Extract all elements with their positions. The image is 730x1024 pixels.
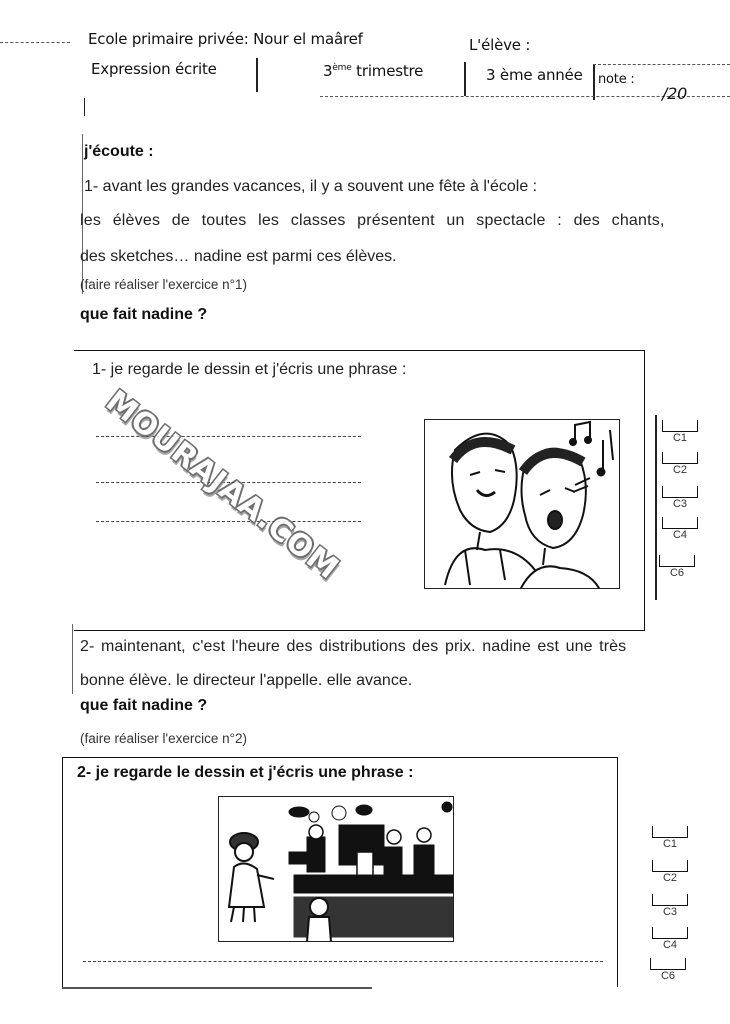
criterion-bracket: [659, 555, 695, 567]
criterion-bracket: [662, 420, 698, 432]
header-divider: [256, 58, 258, 92]
criterion-bracket: [652, 860, 688, 872]
criterion-bracket: [662, 452, 698, 464]
answer-line[interactable]: [83, 961, 603, 962]
note-label: note :: [598, 72, 635, 87]
criterion-label: C3: [672, 498, 688, 510]
criterion-checkbox[interactable]: [660, 452, 700, 476]
header-divider: [593, 64, 595, 100]
exercise-2-bottom-border: [62, 987, 372, 989]
trimester-suffix: ème: [332, 63, 352, 73]
trimester-number: 3: [323, 62, 333, 80]
header-divider: [593, 64, 730, 65]
exercise-prompt: 1- je regarde le dessin et j'écris une phrase :: [92, 361, 407, 378]
question-heading: que fait nadine ?: [80, 697, 208, 714]
criterion-label: C6: [669, 567, 685, 579]
criterion-label: C1: [672, 432, 688, 444]
illustration-prize-ceremony: [218, 796, 454, 942]
school-name: Ecole primaire privée: Nour el maâref: [88, 30, 363, 48]
criterion-bracket: [652, 927, 688, 939]
margin-line: [84, 98, 85, 116]
criterion-bracket: [662, 486, 698, 498]
answer-line[interactable]: [96, 521, 361, 522]
criterion-checkbox[interactable]: [650, 894, 690, 918]
criterion-label: C1: [662, 838, 678, 850]
criterion-bracket: [652, 894, 688, 906]
exercise-prompt: 2- je regarde le dessin et j'écris une phrase :: [77, 764, 414, 781]
criterion-label: C4: [672, 529, 688, 541]
criterion-label: C2: [662, 872, 678, 884]
criterion-checkbox[interactable]: [660, 517, 700, 541]
exercise-2-box: [62, 757, 618, 987]
criterion-checkbox[interactable]: [650, 860, 690, 884]
watermark: MOURAJAA.COM: [99, 383, 346, 587]
grade-label: 3 ème année: [486, 66, 583, 84]
header-divider: [0, 42, 70, 43]
margin-line: [72, 624, 73, 694]
criterion-label: C4: [662, 939, 678, 951]
criterion-bracket: [652, 826, 688, 838]
criterion-bracket: [650, 958, 686, 970]
prize-ceremony-drawing: [219, 797, 454, 942]
criterion-bracket: [662, 517, 698, 529]
criterion-checkbox[interactable]: [657, 555, 697, 579]
story-line: des sketches… nadine est parmi ces élèves.: [80, 248, 397, 265]
teacher-instruction: (faire réaliser l'exercice n°2): [80, 731, 248, 746]
criterion-checkbox[interactable]: [650, 826, 690, 850]
story-line: 1- avant les grandes vacances, il y a souvent une fête à l'école :: [84, 178, 538, 195]
criterion-checkbox[interactable]: [660, 420, 700, 444]
criterion-checkbox[interactable]: [648, 958, 688, 982]
question-heading: que fait nadine ?: [80, 306, 208, 323]
criterion-checkbox[interactable]: [650, 927, 690, 951]
story-line: 2- maintenant, c'est l'heure des distributions des prix. nadine est une très: [80, 638, 627, 655]
teacher-instruction: (faire réaliser l'exercice n°1): [80, 277, 248, 292]
illustration-singing-children: [424, 419, 620, 589]
exercise-1-box: [74, 350, 645, 631]
criterion-label: C6: [660, 970, 676, 982]
story-line: bonne élève. le directeur l'appelle. elle avance.: [80, 672, 413, 689]
trimester-label: [323, 62, 423, 80]
student-name-label: L'élève :: [469, 36, 531, 54]
criterion-label: C2: [672, 464, 688, 476]
header-divider: [464, 62, 466, 96]
criterion-label: C3: [662, 906, 678, 918]
note-total: /20: [662, 84, 688, 103]
subject-label: Expression écrite: [91, 60, 217, 78]
criterion-checkbox[interactable]: [660, 486, 700, 510]
trimester-word: trimestre: [356, 62, 424, 80]
section-title-ecoute: j'écoute :: [84, 143, 154, 160]
story-line: les élèves de toutes les classes présentent un spectacle : des chants,: [80, 212, 665, 229]
singing-children-drawing: [425, 420, 620, 589]
